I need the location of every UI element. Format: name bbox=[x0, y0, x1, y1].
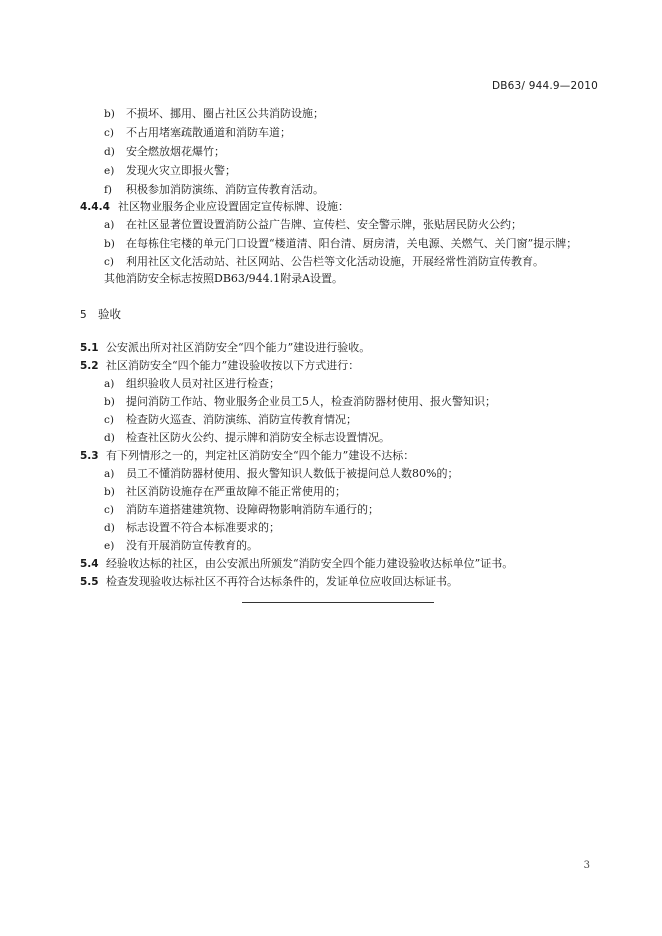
list-item: b) 社区消防设施存在严重故障不能正常使用的； bbox=[104, 485, 346, 498]
clause-5-5: 5.5 检查发现验收达标社区不再符合达标条件的，发证单位应收回达标证书。 bbox=[80, 575, 458, 588]
list-item: d) 检查社区防火公约、提示牌和消防安全标志设置情况。 bbox=[104, 431, 390, 444]
clause-note: 其他消防安全标志按照DB63/944.1附录A设置。 bbox=[104, 272, 344, 285]
list-item: c) 消防车道搭建建筑物、设障碍物影响消防车通行的； bbox=[104, 503, 379, 516]
clause-5-3: 5.3 有下列情形之一的，判定社区消防安全“四个能力”建设不达标： bbox=[80, 449, 415, 462]
list-item: e) 发现火灾立即报火警； bbox=[104, 164, 236, 177]
list-item: c) 不占用堵塞疏散通道和消防车道； bbox=[104, 126, 291, 139]
document-code: DB63/ 944.9—2010 bbox=[491, 80, 598, 92]
clause-5-1: 5.1 公安派出所对社区消防安全“四个能力”建设进行验收。 bbox=[80, 341, 371, 354]
list-item: b) 在每栋住宅楼的单元门口设置“楼道清、阳台清、厨房清，关电源、关燃气、关门窗”提示牌； bbox=[104, 237, 578, 250]
page-number: 3 bbox=[583, 860, 590, 871]
list-item: c) 利用社区文化活动站、社区网站、公告栏等文化活动设施，开展经常性消防宣传教育。 bbox=[104, 255, 544, 268]
list-item: f) 积极参加消防演练、消防宣传教育活动。 bbox=[104, 183, 324, 196]
list-item: d) 标志设置不符合本标准要求的； bbox=[104, 521, 280, 534]
list-item: b) 不损坏、挪用、圈占社区公共消防设施； bbox=[104, 107, 324, 120]
section-title: 5 验收 bbox=[80, 307, 121, 321]
list-item: a) 在社区显著位置设置消防公益广告牌、宣传栏、安全警示牌，张贴居民防火公约； bbox=[104, 218, 522, 231]
end-rule bbox=[242, 602, 434, 603]
list-item: a) 组织验收人员对社区进行检查； bbox=[104, 377, 280, 390]
list-item: a) 员工不懂消防器材使用、报火警知识人数低于被提问总人数80%的； bbox=[104, 467, 459, 480]
list-item: d) 安全燃放烟花爆竹； bbox=[104, 145, 225, 158]
list-item: c) 检查防火巡查、消防演练、消防宣传教育情况； bbox=[104, 413, 357, 426]
clause-5-4: 5.4 经验收达标的社区，由公安派出所颁发“消防安全四个能力建设验收达标单位”证书。 bbox=[80, 557, 514, 570]
list-item: b) 提问消防工作站、物业服务企业员工5人，检查消防器材使用、报火警知识； bbox=[104, 395, 496, 408]
list-item: e) 没有开展消防宣传教育的。 bbox=[104, 539, 258, 552]
clause-4-4-4: 4.4.4 社区物业服务企业应设置固定宣传标牌、设施： bbox=[80, 200, 349, 213]
clause-5-2: 5.2 社区消防安全“四个能力”建设验收按以下方式进行： bbox=[80, 359, 360, 372]
